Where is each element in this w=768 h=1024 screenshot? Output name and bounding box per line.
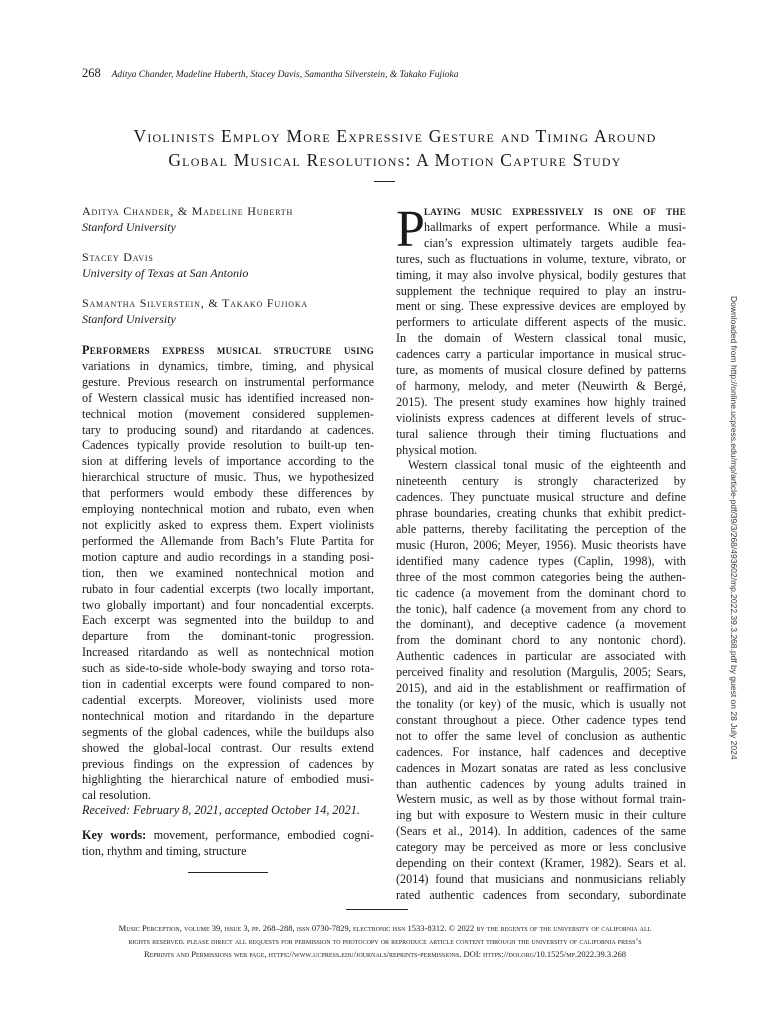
body-line: In the domain of Western classical tonal music,: [396, 331, 686, 346]
abstract-line: departure from the dominant-tonic progression.: [82, 629, 374, 644]
abstract-line: motion capture and audio recordings in a standing posi-: [82, 549, 374, 564]
footer-line-3: Reprints and Permissions web page, https://www.ucpress.edu/journals/reprints-permissions. DOI: https://doi.org/10.1525/mp.2022.39.3.268: [144, 949, 626, 959]
abstract-line: previous findings on the expression of cadences by: [82, 756, 374, 771]
abstract-line: that performers would embody these differences by: [82, 486, 374, 501]
running-authors: Aditya Chander, Madeline Huberth, Stacey Davis, Samantha Silverstein, & Takako Fujioka: [111, 70, 459, 80]
abstract-line: Each excerpt was segmented into the buildup to and: [82, 613, 374, 628]
body-line: the tonic), half cadence (a movement from any chord to: [396, 601, 686, 616]
body-line: the dominant), and deceptive cadence (a movement: [396, 617, 686, 632]
body-line: tic cadence (a movement from the dominant chord to: [396, 585, 686, 600]
download-watermark: [727, 296, 741, 760]
body-line: ment or sing. These expressive devices are employed by: [396, 299, 686, 314]
keywords-text-2: tion, rhythm and timing, structure: [82, 843, 247, 858]
body-line: constant throughout a piece. Other cadence types tend: [396, 712, 686, 727]
body-line: depending on their context (Kramer, 1982). Sears et al.: [396, 856, 686, 871]
body-line: ture, as moments of musical closure defined by patterns: [396, 363, 686, 378]
keywords-text-1: movement, performance, embodied cogni-: [146, 828, 374, 842]
abstract-line: Cadences typically provide resolution to built-up ten-: [82, 438, 374, 453]
footer-rule: [346, 909, 408, 910]
running-header: [82, 66, 459, 81]
abstract-line: Increased ritardando as well as nontechnical motion: [82, 645, 374, 660]
abstract-line: variations in dynamics, timbre, timing, and physical: [82, 358, 374, 373]
download-watermark-text: Downloaded from http://online.ucpress.edu/mp/article-pdf/39/3/268/493602/mp.2022.39.3.268.pdf by guest on 28 July 2024: [729, 296, 739, 760]
body-line: not to offer the same level of conclusion as authentic: [396, 728, 686, 743]
body-line: ing but with exposure to Western music in their culture: [396, 808, 686, 823]
body-line: physical motion.: [396, 442, 478, 457]
abstract-line: tion in cadential excerpts were found compared to non-: [82, 677, 374, 692]
abstract: [82, 343, 374, 804]
body-line: cadences. For instance, half cadences and deceptive: [396, 744, 686, 759]
abstract-line: tary to producing sound) and ritardando at cadences.: [82, 422, 374, 437]
body-line: of harmony, melody, and meter (Neuwirth & Bergé,: [396, 378, 686, 393]
abstract-line: gesture. Previous research on instrumental performance: [82, 374, 374, 389]
body-line: cadences. They punctuate musical structure and define: [396, 490, 686, 505]
body-line: Western music, as well as by those without formal train-: [396, 792, 686, 807]
author-names-3: Samantha Silverstein, & Takako Fujioka: [82, 296, 309, 310]
body-line: tural salience through their timing fluctuations and: [396, 426, 686, 441]
body-line: cadences in Mozart sonatas are rated as less conclusive: [396, 760, 686, 775]
abstract-line: nontechnical motion and ritardando in the departure: [82, 708, 374, 723]
abstract-line: of Western classical music has identified increased non-: [82, 390, 374, 405]
keywords: [82, 828, 374, 860]
body-line: category may be perceived as more or less conclusive: [396, 840, 686, 855]
body-line: hallmarks of expert performance. While a musi-: [424, 219, 686, 234]
keywords-label: Key words:: [82, 828, 147, 842]
received-dates: Received: February 8, 2021, accepted October 14, 2021.: [82, 803, 360, 817]
body-line: music (Huron, 2006; Meyer, 1956). Music theorists have: [396, 537, 686, 552]
body-line: from the dominant chord to any nontonic chord).: [396, 633, 686, 648]
abstract-end-rule: [188, 872, 268, 873]
page-number: 268: [82, 66, 101, 80]
footer-line-2: rights reserved. please direct all requests for permission to photocopy or reproduce article content through the university of california press’s: [128, 936, 642, 946]
body-line: nineteenth century is strongly characterized by: [396, 474, 686, 489]
abstract-line: not explicitly asked to express them. Expert violinists: [82, 517, 374, 532]
abstract-line: sion at differing levels of importance according to the: [82, 454, 374, 469]
footer-line-1: Music Perception, volume 39, issue 3, pp. 268–288, issn 0730-7829, electronic issn 1533-8312. © 2022 by the regents of the university of california all: [118, 923, 652, 933]
author-names-1: Aditya Chander, & Madeline Huberth: [82, 204, 294, 218]
article-title-line-1: Violinists Employ More Expressive Gesture and Timing Around: [133, 126, 657, 146]
body-line: the tonality (or key) of the music, which is usually not: [396, 696, 686, 711]
abstract-line: rubato in four cadential excerpts (two locally important,: [82, 581, 374, 596]
body-line: laying music expressively is one of the: [424, 204, 686, 218]
abstract-line: showed the global-local contrast. Our results extend: [82, 740, 374, 755]
author-names-2: Stacey Davis: [82, 250, 154, 264]
body-paragraph-1: [396, 252, 686, 459]
title-divider: [374, 181, 395, 182]
body-line: 2015), and aid in the establishment or reaffirmation of: [396, 681, 686, 696]
body-line: cian’s expression ultimately targets audible fea-: [424, 235, 686, 250]
abstract-line: cadential excerpts. Moreover, violinists used more: [82, 692, 374, 707]
abstract-line: such as side-to-side whole-body swaying and torso rota-: [82, 661, 374, 676]
body-line: perceived finality and resolution (Margulis, 2005; Sears,: [396, 665, 686, 680]
abstract-line: segments of the global cadences, while the buildups also: [82, 724, 374, 739]
institution-3: Stanford University: [82, 312, 176, 326]
institution-1: Stanford University: [82, 220, 176, 234]
body-line: tures, such as fluctuations in volume, texture, vibrato, or: [396, 251, 686, 266]
abstract-line: highlighting the hierarchical nature of embodied musi-: [82, 772, 374, 787]
abstract-line: tion, then we examined nontechnical motion and: [82, 565, 374, 580]
abstract-line: performed the Allemande from Bach’s Flute Partita for: [82, 533, 374, 548]
institution-2: University of Texas at San Antonio: [82, 266, 249, 280]
footer-citation: [82, 922, 688, 961]
body-line: 2015). The present study examines how highly trained: [396, 394, 686, 409]
abstract-line: employing nontechnical motion and rubato, even when: [82, 502, 374, 517]
abstract-lead: Performers express musical structure using: [82, 343, 374, 357]
body-line: Western classical tonal music of the eighteenth and: [408, 458, 686, 473]
body-line: three of the most common categories being the authen-: [396, 569, 686, 584]
abstract-line: two globally important) and four noncadential excerpts.: [82, 597, 374, 612]
body-line: able patterns, thereby facilitating the perception of the: [396, 522, 686, 537]
article-title-line-2: Global Musical Resolutions: A Motion Capture Study: [168, 150, 622, 170]
body-line: supplement the technique required to play an instru-: [396, 283, 686, 298]
body-line: phrase boundaries, creating chunks that exhibit predict-: [396, 506, 686, 521]
body-line: rated authentic cadences from secondary, subordinate: [396, 887, 686, 902]
body-line: than authentic cadences by young adults trained in: [396, 776, 686, 791]
body-line: performers to articulate different aspects of the music.: [396, 315, 686, 330]
body-paragraph-2: [396, 458, 686, 903]
body-line: (2014) found that musicians and nonmusicians reliably: [396, 871, 686, 886]
body-line: violinists express cadences at different levels of struc-: [396, 410, 686, 425]
abstract-line: hierarchical structure of music. Thus, we hypothesized: [82, 470, 374, 485]
body-line: Authentic cadences in particular are associated with: [396, 649, 686, 664]
body-line: cadences carry a particular importance in musical struc-: [396, 347, 686, 362]
abstract-line: cal resolution.: [82, 788, 152, 803]
body-line: timing, it may also involve physical, bodily gestures that: [396, 267, 686, 282]
body-line: (Sears et al., 2014). In addition, cadences of the same: [396, 824, 686, 839]
drop-cap: P: [396, 201, 425, 258]
abstract-line: technical motion (movement considered supplemen-: [82, 406, 374, 421]
body-line: identified many cadence types (Caplin, 1998), with: [396, 553, 686, 568]
body-opening: [424, 204, 686, 252]
